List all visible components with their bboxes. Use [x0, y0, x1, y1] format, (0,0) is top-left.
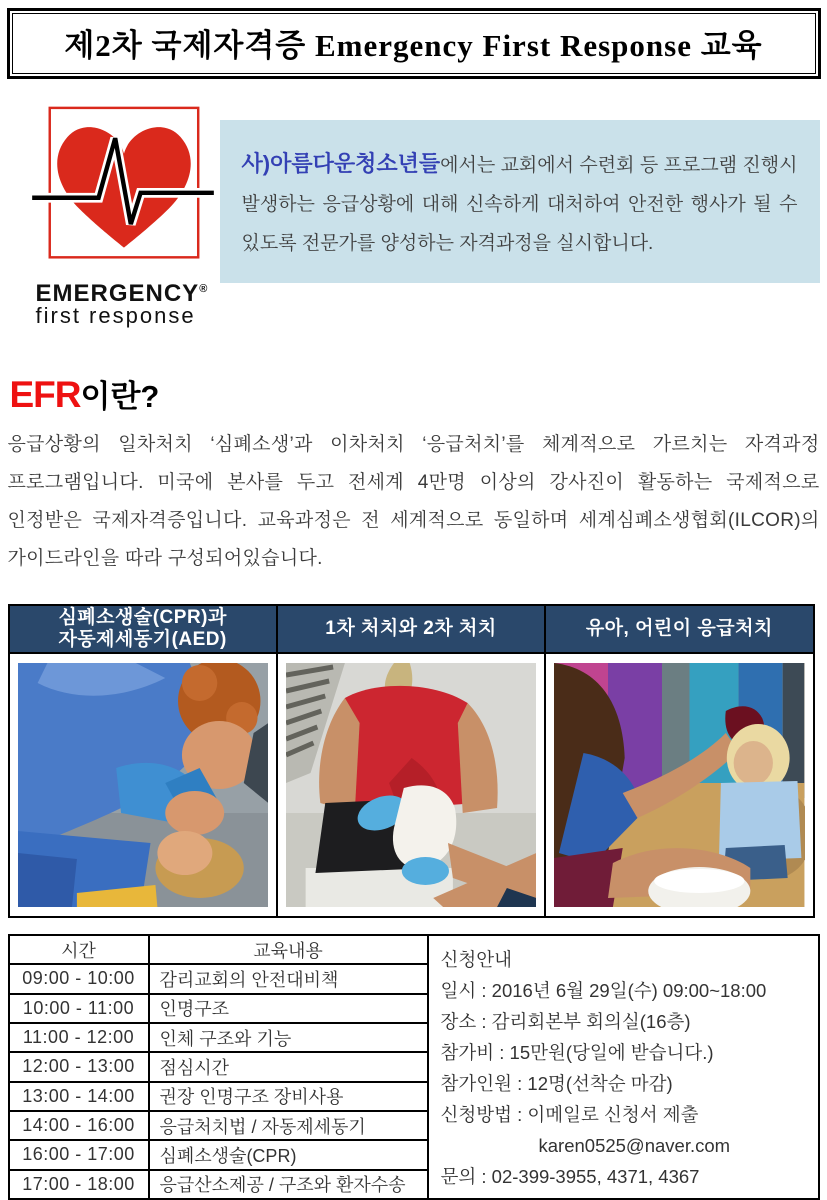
panel-title-child-care: 유아, 어린이 응급처치: [545, 605, 813, 653]
schedule-header-content: 교육내용: [149, 935, 428, 964]
cpr-training-photo: [18, 663, 268, 907]
panel-title-primary-secondary-care: 1차 처치와 2차 처치: [277, 605, 545, 653]
application-fee-line: 참가비 : 15만원(당일에 받습니다.): [440, 1042, 714, 1063]
intro-row: [8, 103, 820, 327]
application-method-line: 신청방법 : 이메일로 신청서 제출: [440, 1104, 699, 1125]
application-place-line: 장소 : 감리회본부 회의실(16층): [440, 1011, 691, 1032]
application-email: karen0525@naver.com: [538, 1135, 731, 1156]
application-info-box: [427, 934, 820, 1200]
logo-line-emergency: EMERGENCY®: [35, 280, 209, 307]
efr-logo-wordmark: [30, 278, 220, 327]
photo-panels: [8, 604, 815, 918]
intro-text: 에서는 교회에서 수련회 등 프로그램 진행시 발생하는 응급상황에 대해 신속하게 대처하여 안전한 행사가 될 수 있도록 전문가를 양성하는 자격과정을 실시합니다.: [241, 155, 798, 254]
title-banner: [7, 8, 821, 79]
efr-heading: [8, 371, 820, 416]
schedule-header-time: 시간: [9, 935, 149, 964]
registered-mark-icon: ®: [199, 283, 209, 295]
table-row: 12:00 - 13:00 점심시간: [9, 1052, 428, 1081]
efr-description: 응급상황의 일차처치 ‘심폐소생’과 이차처치 ‘응급처치’를 체계적으로 가르치는 자격과정 프로그램입니다. 미국에 본사를 두고 전세계 4만명 이상의 강사진이 활동하는 국제적으로 인정받은 국제자격증입니다. 교육과정은 전 세계적으로 동일하며 세계심폐소생협회(ILCOR)의 가이드라인을 따라 구성되어있습니다.: [7, 434, 820, 569]
bottom-section: [8, 934, 820, 1200]
table-row: 11:00 - 12:00 인체 구조와 기능: [9, 1023, 428, 1052]
intro-box: [220, 120, 820, 283]
poster-page: [8, 0, 820, 1200]
logo-line-first-response: first response: [35, 303, 196, 328]
table-row: 14:00 - 16:00 응급처치법 / 자동제세동기: [9, 1111, 428, 1140]
application-info-title: 신청안내: [440, 949, 512, 970]
table-row: 09:00 - 10:00 감리교회의 안전대비책: [9, 964, 428, 993]
efr-heading-red: EFR: [9, 374, 81, 415]
photo-child-care: [545, 653, 813, 917]
efr-heading-black: 이란?: [80, 379, 160, 414]
photo-cpr-training: [9, 653, 277, 917]
table-row: 13:00 - 14:00 권장 인명구조 장비사용: [9, 1082, 428, 1111]
photo-bandaging: [277, 653, 545, 917]
panel-title-cpr-aed: 심폐소생술(CPR)과 자동제세동기(AED): [9, 605, 277, 653]
efr-heart-ekg-icon: [30, 103, 216, 271]
table-row: 10:00 - 11:00 인명구조: [9, 994, 428, 1023]
efr-logo: [8, 103, 220, 327]
page-title: 제2차 국제자격증 Emergency First Response 교육: [64, 28, 763, 63]
application-capacity-line: 참가인원 : 12명(선착순 마감): [440, 1073, 673, 1094]
ankle-bandaging-photo: [286, 663, 536, 907]
application-date-line: 일시 : 2016년 6월 29일(수) 09:00~18:00: [440, 980, 767, 1001]
caring-for-sick-child-photo: [554, 663, 804, 907]
table-row: 16:00 - 17:00 심폐소생술(CPR): [9, 1140, 428, 1169]
application-contact-line: 문의 : 02-399-3955, 4371, 4367: [440, 1166, 700, 1187]
title-banner-inner: [12, 13, 816, 74]
schedule-header-row: [9, 935, 428, 964]
table-row: 17:00 - 18:00 응급산소제공 / 구조와 환자수송: [9, 1170, 428, 1199]
schedule-table: [8, 934, 429, 1200]
organization-name: 사)아름다운청소년들: [241, 151, 441, 176]
